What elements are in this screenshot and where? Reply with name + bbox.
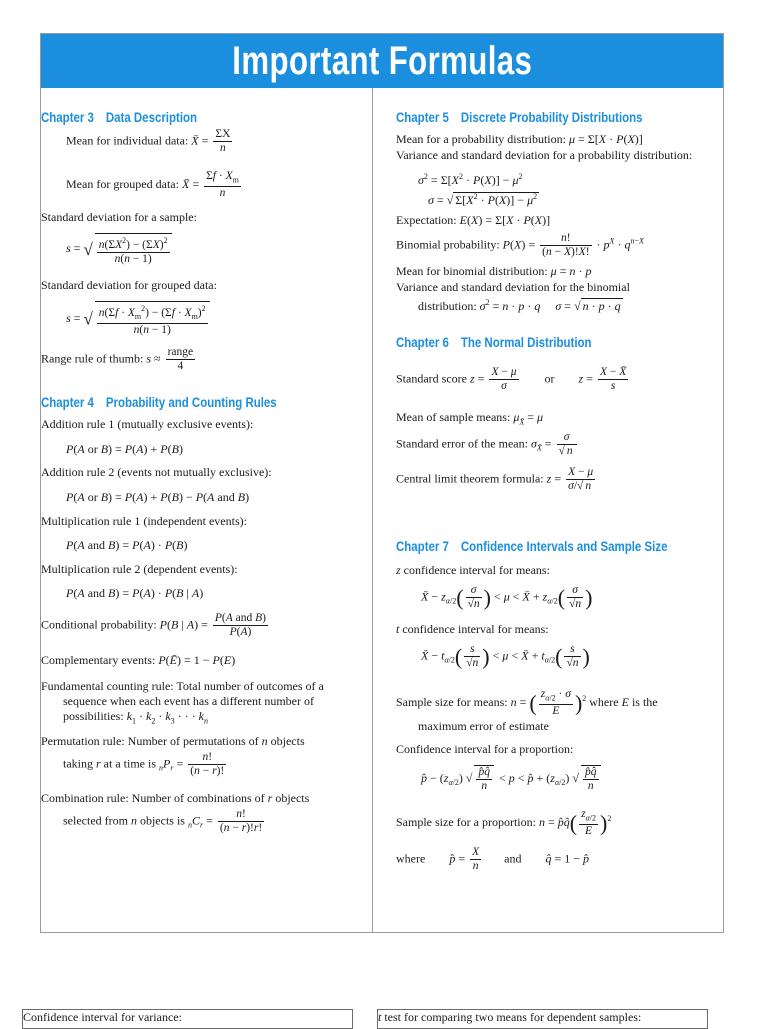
max-error-label: maximum error of estimate (418, 719, 549, 733)
z-ci-formula: X̄ − $z_{\alpha/2}$( $\frac{\sigma}{√n}$ ) < μ < X̄ + $z_{\alpha/2}$( $\frac{\sigma}{√n}$ ) (421, 584, 593, 610)
addition-rule-1-formula: P(A or B) = P(A) + P(B) (66, 442, 183, 456)
sd-grouped-label: Standard deviation for grouped data: (41, 278, 217, 292)
ci-proportion-formula: p̂ − $(z_{\alpha/2})$ √ $\frac{p̂q̂}{n}$ < p < p̂ + $(z_{\alpha/2})$ √ $\frac{p̂q̂}{n}$ (421, 765, 603, 793)
sd-sample-formula: s = √ $\frac{n(\Sigma X^2) - (\Sigma X)^2}{n(n - 1)}$ (66, 233, 174, 266)
multiplication-rule-2-label: Multiplication rule 2 (dependent events): (41, 562, 238, 576)
mean-grouped-formula: Mean for grouped data: X̄ = $\frac{\Sigma f \cdot X_m}{n}$ (66, 170, 239, 200)
page-title: Important Formulas (232, 38, 532, 83)
chapter-6-heading: Chapter 6 The Normal Distribution (396, 335, 592, 350)
binomial-probability-formula: Binomial probability: P(X) = $\frac{n!}{(n - X)!X!}$ · $p^X \cdot q^{n-X}$ (396, 232, 644, 258)
ci-proportion-label: Confidence interval for a proportion: (396, 742, 574, 756)
column-divider (372, 88, 373, 933)
mean-individual-formula: Mean for individual data: X̄ = $\frac{\Sigma X}{n}$ (66, 128, 231, 154)
addition-rule-2-label: Addition rule 2 (events not mutually exclusive): (41, 465, 272, 479)
z-ci-label: z confidence interval for means: (396, 563, 550, 577)
expectation-formula: Expectation: E(X) = Σ[X · P(X)] (396, 213, 551, 227)
footer-box-right: t test for comparing two means for dependent samples: (377, 1009, 708, 1029)
formula-card (40, 33, 724, 933)
chapter-7-heading: Chapter 7 Confidence Intervals and Sample Size (396, 539, 668, 554)
fundamental-counting-line-1: Fundamental counting rule: Total number of outcomes of a (41, 679, 324, 693)
title-banner (41, 34, 723, 88)
conditional-probability-formula: Conditional probability: P(B | A) = $\frac{\text{P(A and B)}}{P(A)}$ (41, 612, 267, 638)
addition-rule-1-label: Addition rule 1 (mutually exclusive events): (41, 417, 254, 431)
addition-rule-2-formula: P(A or B) = P(A) + P(B) − P(A and B) (66, 490, 250, 504)
combination-rule-formula: selected from n objects is $_nC_r$ = $\frac{n!}{(n - r)!r!}$ (63, 808, 263, 834)
permutation-rule-formula: taking r at a time is $_nP_r$ = $\frac{n!}{(n - r)!}$ (63, 751, 225, 777)
variance-probability-label: Variance and standard deviation for a probability distribution: (396, 148, 693, 162)
variance-probability-formula: $\sigma^2 = \Sigma[X^2 \cdot P(X)] - \mu^2$ (418, 172, 523, 187)
mean-binomial-formula: Mean for binomial distribution: μ = n · p (396, 264, 592, 278)
chapter-3-heading: Chapter 3 Data Description (41, 110, 198, 125)
combination-rule-line-1: Combination rule: Number of combinations of r objects (41, 791, 310, 805)
chapter-4-heading: Chapter 4 Probability and Counting Rules (41, 395, 277, 410)
sd-sample-label: Standard deviation for a sample: (41, 210, 197, 224)
mean-probability-formula: Mean for a probability distribution: μ = Σ[X · P(X)] (396, 132, 643, 146)
variance-binomial-formula: distribution: $\sigma^2 = n \cdot p \cdot q$ σ = √ n · p · q (418, 298, 621, 313)
p-hat-definition: where p̂ = $\frac{X}{n}$ and q̂ = 1 − p̂ (396, 846, 590, 872)
permutation-rule-line-1: Permutation rule: Number of permutations of n objects (41, 734, 305, 748)
multiplication-rule-2-formula: P(A and B) = P(A) · P(B | A) (66, 586, 204, 600)
standard-error-formula: Standard error of the mean: $\sigma_{X̄}$ = $\frac{\sigma}{√ n}$ (396, 431, 579, 458)
fundamental-counting-line-3: possibilities: $k_1 \cdot k_2 \cdot k_3$ · · · $k_n$ (63, 709, 208, 726)
sample-size-means-formula: Sample size for means: n = ( $\frac{z_{\alpha/2} \cdot \sigma}{E}$ )$^2$ where E is the (396, 688, 658, 718)
clt-formula: Central limit theorem formula: z = $\frac{X - \mu}{\sigma/√ n}$ (396, 466, 594, 492)
sd-grouped-formula: s = √ $\frac{n(\Sigma f \cdot X_m^2) - (\Sigma f \cdot X_m)^2}{n(n - 1)}$ (66, 301, 212, 337)
standard-score-formula: Standard score z = $\frac{X - \mu}{\sigma}$ or z = $\frac{X - X̄}{s}$ (396, 366, 627, 392)
multiplication-rule-1-formula: P(A and B) = P(A) · P(B) (66, 538, 188, 552)
range-rule-formula: Range rule of thumb: s ≈ $\frac{\text{range}}{4}$ (41, 346, 194, 372)
t-ci-label: t confidence interval for means: (396, 622, 549, 636)
sd-probability-formula: σ = √ $\Sigma[X^2 \cdot P(X)] - \mu^2$ (428, 192, 538, 207)
footer-box-left: Confidence interval for variance: (22, 1009, 353, 1029)
chapter-5-heading: Chapter 5 Discrete Probability Distributions (396, 110, 643, 125)
multiplication-rule-1-label: Multiplication rule 1 (independent events): (41, 514, 247, 528)
t-ci-formula: X̄ − $t_{\alpha/2}$( $\frac{s}{√n}$ ) < μ < X̄ + $t_{\alpha/2}$( $\frac{s}{√n}$ ) (421, 643, 590, 669)
complementary-events-formula: Complementary events: P(Ē) = 1 − P(E) (41, 653, 236, 667)
mean-sample-means-formula: Mean of sample means: $\mu_{X̄} = \mu$ (396, 410, 544, 427)
variance-binomial-label: Variance and standard deviation for the binomial (396, 280, 630, 294)
sample-size-proportion-formula: Sample size for a proportion: n = p̂q̂( $\frac{z_{\alpha/2}}{E}$ )$^2$ (396, 808, 612, 838)
fundamental-counting-line-2: sequence when each event has a different number of (63, 694, 314, 708)
